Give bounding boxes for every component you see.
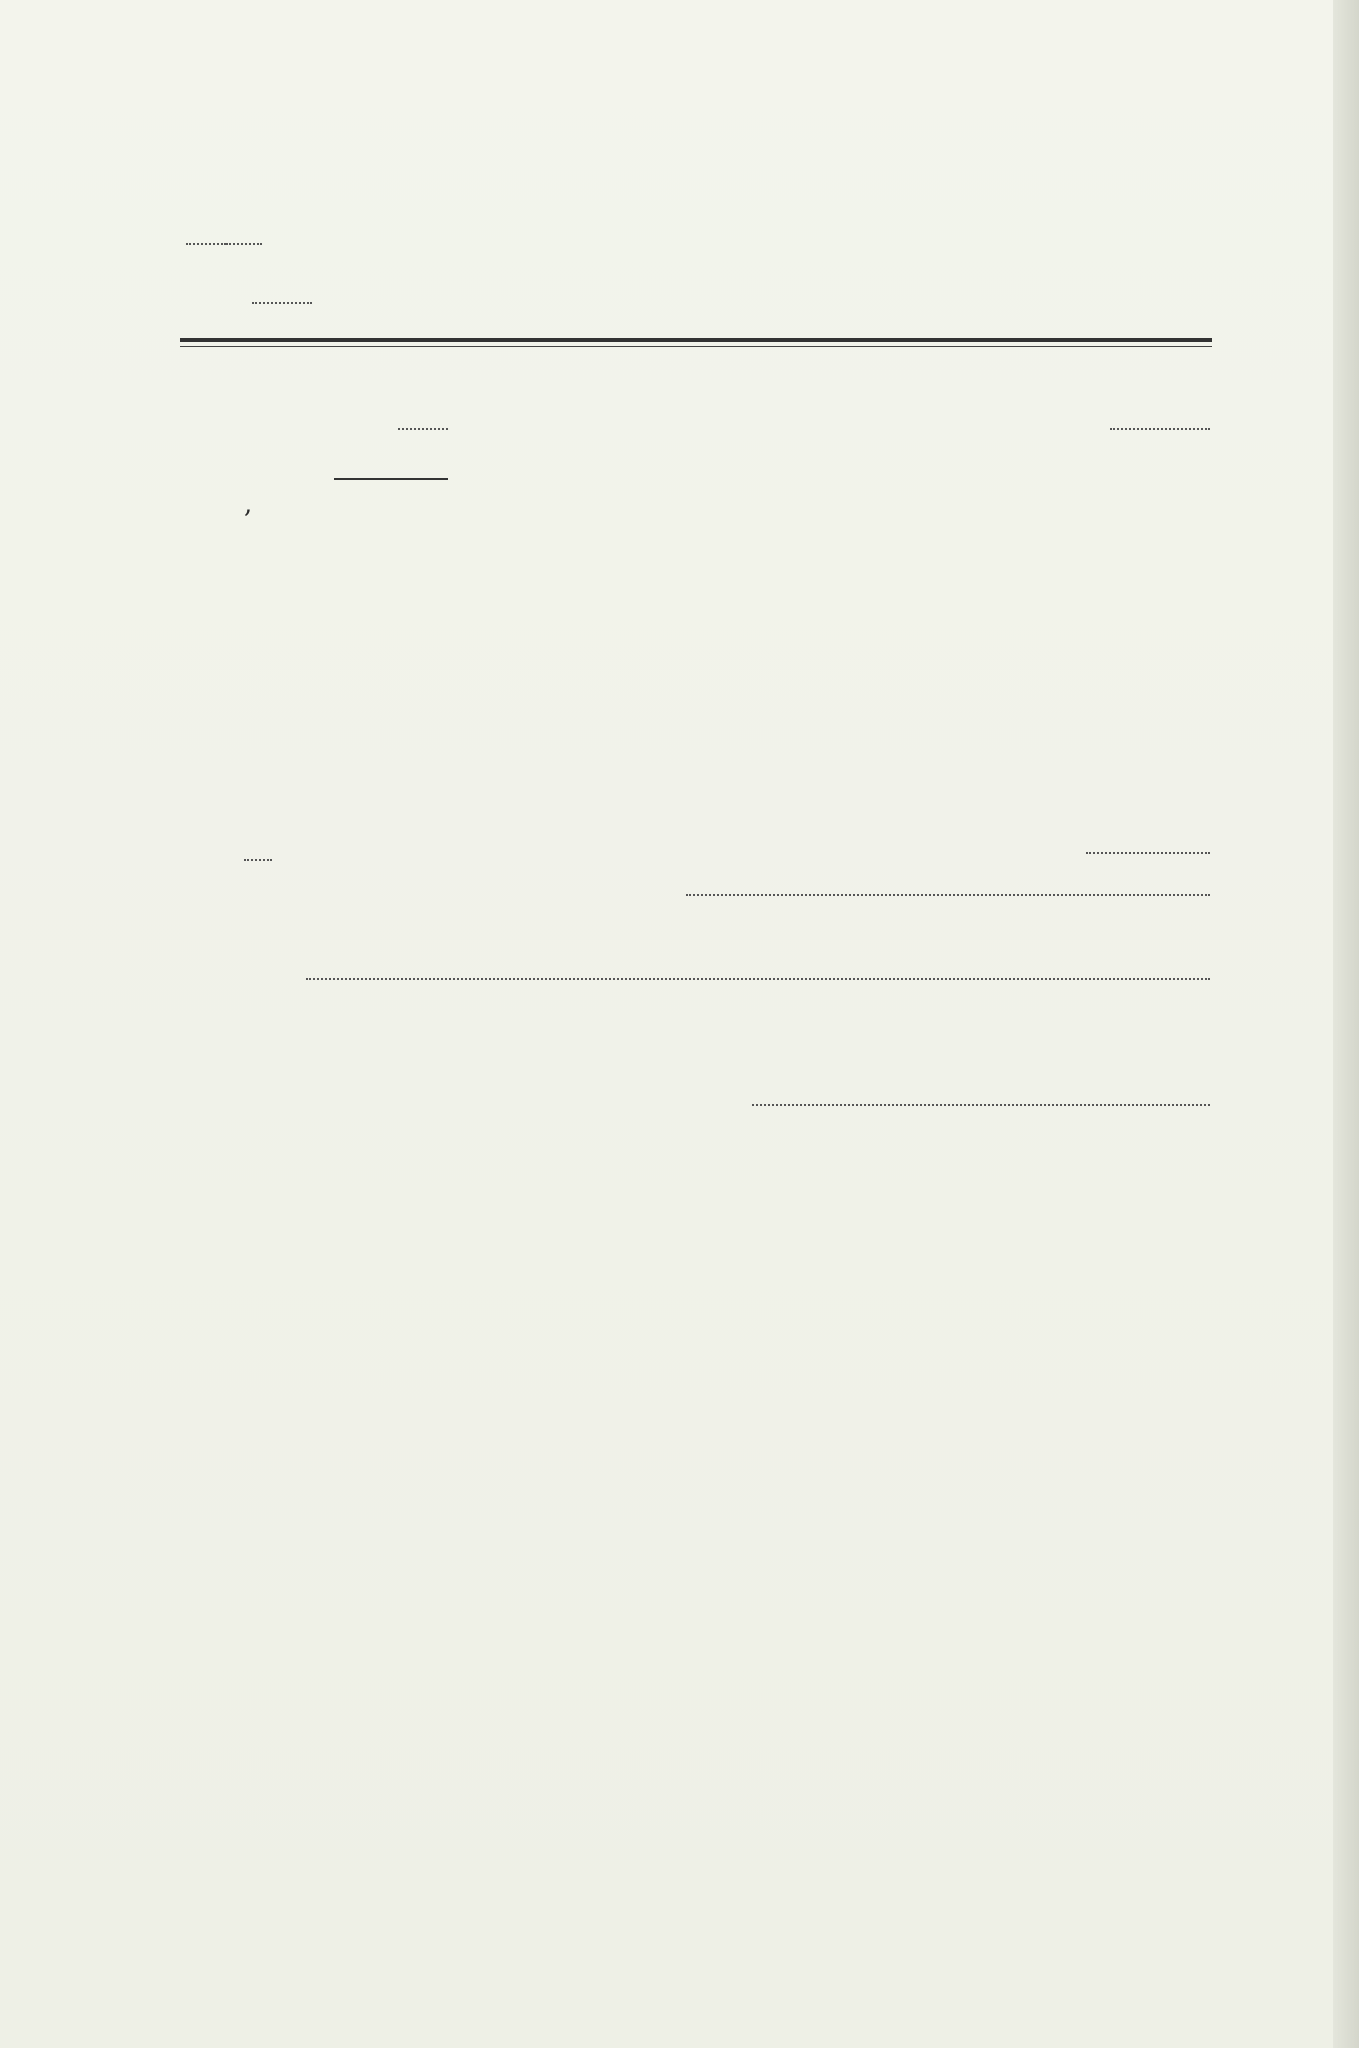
item-3-line-1: , <box>244 489 253 520</box>
header-rule-thin <box>180 346 1212 347</box>
item-6-dots <box>1086 852 1210 854</box>
header-rule-thick <box>180 338 1212 342</box>
item-7-dots-2 <box>306 978 1210 980</box>
item-8-dots <box>752 1104 1210 1106</box>
item-2-selected-underline <box>334 478 448 480</box>
header-line-kreds <box>252 272 340 313</box>
item-7-dots <box>686 894 1210 896</box>
item-1-dots-end <box>1110 428 1210 430</box>
item-6-row <box>244 830 289 870</box>
item-1-dots <box>398 428 448 430</box>
header-line-herred <box>186 210 296 254</box>
